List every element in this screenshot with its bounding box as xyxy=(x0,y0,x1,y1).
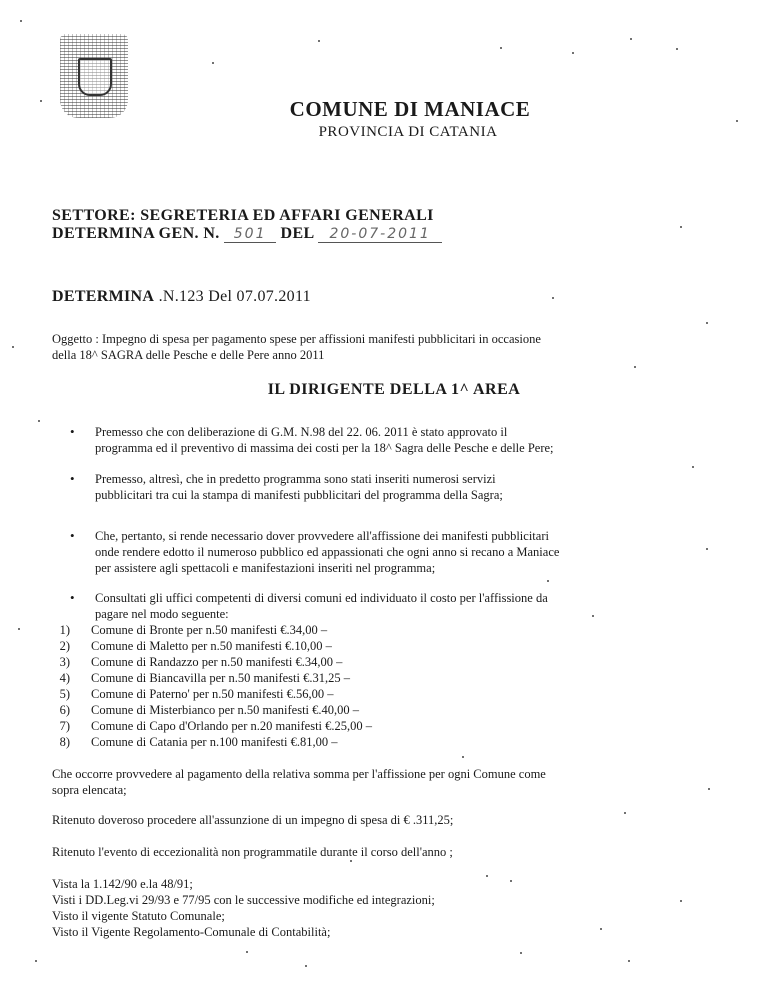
ritenuto-evento: Ritenuto l'evento di eccezionalità non programmatile durante il corso dell'anno ; xyxy=(52,845,453,859)
premessa-line: Che, pertanto, si rende necessario dover provvedere all'affissione dei manifesti pubblicitari xyxy=(95,529,549,543)
bullet-icon: • xyxy=(70,471,75,486)
occorre-line-1: Che occorre provvedere al pagamento della relativa somma per l'affissione per ogni Comune come xyxy=(52,767,546,781)
comuni-list xyxy=(59,622,373,750)
premessa-line: pubblicitari tra cui la stampa di manifesti pubblicitari del programma della Sagra; xyxy=(95,488,503,502)
determina-gen-line xyxy=(52,225,442,243)
determina-label: DETERMINA xyxy=(52,288,155,305)
oggetto-line-1: Oggetto : Impegno di spesa per pagamento spese per affissioni manifesti pubblicitari in occasione xyxy=(52,332,541,346)
premessa-item xyxy=(70,528,560,576)
provincia-subtitle: PROVINCIA DI CATANIA xyxy=(318,124,498,140)
comune-entry: Comune di Maletto per n.50 manifesti €.10,00 – xyxy=(91,639,332,653)
comune-list-item xyxy=(59,622,372,638)
premessa-line: onde rendere edotto il numeroso pubblico ed appassionati che ogni anno si recano a Maniace xyxy=(95,545,560,559)
visto-line: Vista la 1.142/90 e.la 48/91; xyxy=(52,877,193,891)
occorre-line-2: sopra elencata; xyxy=(52,783,127,797)
comune-list-item xyxy=(59,654,372,670)
premessa-line: Premesso che con deliberazione di G.M. N.98 del 22. 06. 2011 è stato approvato il xyxy=(95,425,508,439)
list-number: 6) xyxy=(59,703,70,717)
list-number: 7) xyxy=(59,719,70,733)
comune-entry: Comune di Bronte per n.50 manifesti €.34,00 – xyxy=(91,623,328,637)
handwritten-number: 501 xyxy=(224,226,276,243)
visto-line: Visto il vigente Statuto Comunale; xyxy=(52,909,225,923)
premessa-item xyxy=(70,471,503,503)
comune-entry: Comune di Paterno' per n.50 manifesti €.56,00 – xyxy=(91,687,334,701)
comune-entry: Comune di Capo d'Orlando per n.20 manifesti €.25,00 – xyxy=(91,719,373,733)
premessa-line: per assistere agli spettacoli e manifestazioni inseriti nel programma; xyxy=(95,561,436,575)
premessa-item xyxy=(70,424,554,456)
list-number: 8) xyxy=(59,735,70,749)
comune-list-item xyxy=(59,686,372,702)
oggetto-line-2: della 18^ SAGRA delle Pesche e delle Pere anno 2011 xyxy=(52,348,325,362)
comune-entry: Comune di Randazzo per n.50 manifesti €.34,00 – xyxy=(91,655,343,669)
bullet-icon: • xyxy=(70,424,75,439)
determina-number: .N.123 xyxy=(158,288,204,305)
list-number: 4) xyxy=(59,671,70,685)
comune-entry: Comune di Misterbianco per n.50 manifesti €.40,00 – xyxy=(91,703,360,717)
visto-line: Visto il Vigente Regolamento-Comunale di Contabilità; xyxy=(52,925,331,939)
crest-shield-icon xyxy=(78,58,112,96)
premessa-line: Premesso, altresì, che in predetto programma sono stati inseriti numerosi servizi xyxy=(95,472,496,486)
determina-gen-label: DETERMINA GEN. N. xyxy=(52,225,220,242)
premessa-item xyxy=(70,590,548,622)
section-heading: IL DIRIGENTE DELLA 1^ AREA xyxy=(267,381,521,398)
determina-number-line xyxy=(52,288,311,306)
del-label: DEL xyxy=(280,225,314,242)
list-number: 5) xyxy=(59,687,70,701)
comune-list-item xyxy=(59,638,372,654)
list-number: 3) xyxy=(59,655,70,669)
determina-date: Del 07.07.2011 xyxy=(208,288,311,305)
bullet-icon: • xyxy=(70,528,75,543)
comune-entry: Comune di Biancavilla per n.50 manifesti €.31,25 – xyxy=(91,671,350,685)
comune-list-item xyxy=(59,718,373,734)
premessa-line: programma ed il preventivo di massima dei costi per la 18^ Sagra delle Pesche e delle Pere; xyxy=(95,441,554,455)
comune-list-item xyxy=(59,670,372,686)
ritenuto-doveroso: Ritenuto doveroso procedere all'assunzione di un impegno di spesa di € .311,25; xyxy=(52,813,454,827)
comune-list-item xyxy=(59,734,372,750)
comune-list-item xyxy=(59,702,372,718)
visto-line: Visti i DD.Leg.vi 29/93 e 77/95 con le successive modifiche ed integrazioni; xyxy=(52,893,435,907)
settore-line: SETTORE: SEGRETERIA ED AFFARI GENERALI xyxy=(52,207,434,224)
bullet-icon: • xyxy=(70,590,75,605)
list-number: 2) xyxy=(59,639,70,653)
comune-entry: Comune di Catania per n.100 manifesti €.81,00 – xyxy=(91,735,338,749)
list-number: 1) xyxy=(59,623,70,637)
premessa-line: Consultati gli uffici competenti di diversi comuni ed individuato il costo per l'affissione da xyxy=(95,591,548,605)
handwritten-date: 20-07-2011 xyxy=(318,226,442,243)
premessa-line: pagare nel modo seguente: xyxy=(95,607,229,621)
comune-title: COMUNE DI MANIACE xyxy=(289,97,531,121)
